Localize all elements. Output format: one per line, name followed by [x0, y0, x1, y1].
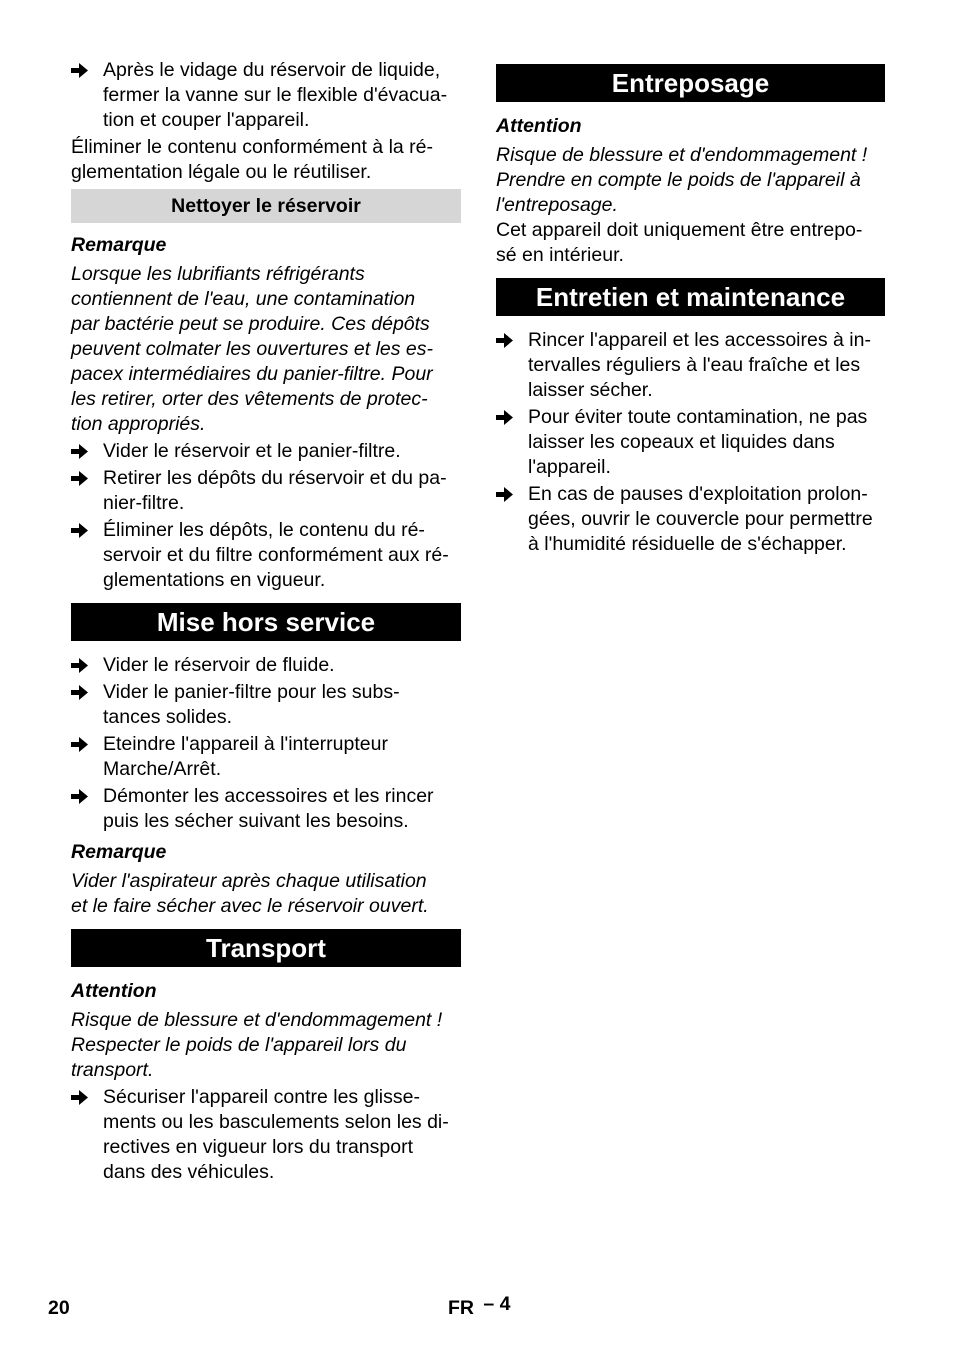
bullet-text: Éliminer les dépôts, le contenu du ré- servoir et du filtre conformément aux ré- glementations en vigueur.	[103, 519, 449, 591]
right-column	[496, 64, 885, 559]
list-item	[71, 680, 461, 730]
paragraph: Cet appareil doit uniquement être entrepo- sé en intérieur.	[496, 219, 863, 266]
arrow-right-icon	[71, 1085, 103, 1185]
arrow-right-icon	[71, 58, 103, 133]
note-title: Remarque	[71, 234, 167, 256]
page-number: 20	[48, 1297, 70, 1319]
note-text: Vider l'aspirateur après chaque utilisation et le faire sécher avec le réservoir ouvert.	[71, 870, 429, 917]
arrow-right-icon	[496, 482, 528, 557]
bullet-text: Sécuriser l'appareil contre les glisse- ments ou les basculements selon les di- rectives en vigueur lors du transport dans des véhicules.	[103, 1086, 449, 1183]
list-item	[71, 732, 461, 782]
arrow-right-icon	[71, 784, 103, 834]
bullet-text: Rincer l'appareil et les accessoires à in- tervalles réguliers à l'eau fraîche et les laisser sécher.	[528, 329, 871, 401]
list-item	[71, 1085, 461, 1185]
list-item	[71, 439, 461, 464]
language-page-label	[448, 1293, 511, 1320]
attention-text: Risque de blessure et d'endommagement ! Respecter le poids de l'appareil lors du transport.	[71, 1009, 443, 1081]
bullet-text: Retirer les dépôts du réservoir et du pa- nier-filtre.	[103, 467, 447, 514]
arrow-right-icon	[71, 732, 103, 782]
paragraph: Éliminer le contenu conformément à la ré- glementation légale ou le réutiliser.	[71, 136, 433, 183]
attention-title: Attention	[496, 115, 582, 137]
language-code: FR	[448, 1297, 474, 1319]
list-item	[71, 518, 461, 593]
list-item	[496, 328, 885, 403]
arrow-right-icon	[71, 653, 103, 678]
arrow-right-icon	[71, 518, 103, 593]
section-heading-mise-hors-service: Mise hors service	[71, 603, 461, 641]
arrow-right-icon	[496, 405, 528, 480]
list-item	[496, 405, 885, 480]
note-title: Remarque	[71, 841, 167, 863]
section-heading-transport: Transport	[71, 929, 461, 967]
bullet-text: Vider le réservoir de fluide.	[103, 654, 335, 676]
attention-title: Attention	[71, 980, 157, 1002]
subheading-nettoyer: Nettoyer le réservoir	[71, 189, 461, 223]
bullet-text: Pour éviter toute contamination, ne pas laisser les copeaux et liquides dans l'appareil.	[528, 406, 868, 478]
left-column	[71, 58, 461, 1187]
list-item	[496, 482, 885, 557]
arrow-right-icon	[71, 439, 103, 464]
bullet-text: Après le vidage du réservoir de liquide, fermer la vanne sur le flexible d'évacua- tion et couper l'appareil.	[103, 59, 448, 131]
arrow-right-icon	[496, 328, 528, 403]
bullet-text: Vider le panier-filtre pour les subs- tances solides.	[103, 681, 400, 728]
arrow-right-icon	[71, 680, 103, 730]
bullet-text: Eteindre l'appareil à l'interrupteur Marche/Arrêt.	[103, 733, 388, 780]
list-item	[71, 58, 461, 133]
bullet-text: Vider le réservoir et le panier-filtre.	[103, 440, 401, 462]
bullet-text: Démonter les accessoires et les rincer puis les sécher suivant les besoins.	[103, 785, 434, 832]
list-item	[71, 466, 461, 516]
section-heading-entreposage: Entreposage	[496, 64, 885, 102]
note-text: Lorsque les lubrifiants réfrigérants contiennent de l'eau, une contamination par bactérie peut se produire. Ces dépôts peuvent colmater les ouvertures et les es- pacex intermédiaires du panier-filtre. Pour les retirer, orter des vêtements de protec- tion appropriés.	[71, 263, 434, 435]
section-heading-entretien: Entretien et maintenance	[496, 278, 885, 316]
language-page: – 4	[483, 1293, 511, 1315]
attention-text: Risque de blessure et d'endommagement ! Prendre en compte le poids de l'appareil à l'entreposage.	[496, 144, 868, 216]
list-item	[71, 653, 461, 678]
arrow-right-icon	[71, 466, 103, 516]
list-item	[71, 784, 461, 834]
bullet-text: En cas de pauses d'exploitation prolon- gées, ouvrir le couvercle pour permettre à l'humidité résiduelle de s'échapper.	[528, 483, 873, 555]
